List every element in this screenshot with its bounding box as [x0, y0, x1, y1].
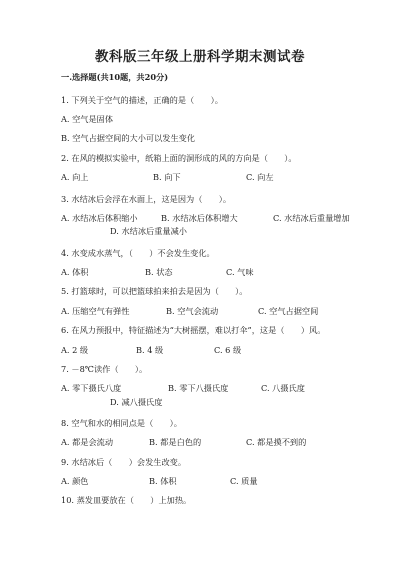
answer-option: B. 体积: [149, 476, 177, 486]
section-heading: 一.选择题(共10题，共20分): [61, 72, 169, 82]
answer-option: A. 压缩空气有弹性: [61, 306, 130, 316]
question-stem: 4. 水变成水蒸气，（ ）不会发生变化。: [61, 248, 215, 258]
question-stem: 10. 蒸发皿要放在（ ）上加热。: [61, 495, 192, 505]
answer-option: D. 水结冰后重量减小: [110, 226, 187, 236]
answer-option: A. 颜色: [61, 476, 89, 486]
question-stem: 3. 水结冰后会浮在水面上，这是因为（ ）。: [61, 194, 232, 204]
answer-option: C. 气味: [226, 267, 254, 277]
answer-option: A. 向上: [61, 172, 89, 182]
answer-option: B. 都是白色的: [149, 437, 202, 447]
answer-option: C. 6 级: [214, 345, 242, 355]
answer-option: C. 都是摸不到的: [246, 437, 307, 447]
answer-option: C. 水结冰后重量增加: [273, 213, 350, 223]
answer-option: B. 4 级: [136, 345, 164, 355]
question-stem: 5. 打篮球时，可以把篮球拍来拍去是因为（ ）。: [61, 286, 248, 296]
answer-option: B. 空气会流动: [166, 306, 219, 316]
answer-option: C. 质量: [230, 476, 258, 486]
answer-option: C. 空气占据空间: [258, 306, 319, 316]
question-stem: 2. 在风的模拟实验中，纸箱上面的洞形成的风的方向是（ ）。: [61, 153, 297, 163]
question-stem: 1. 下列关于空气的描述，正确的是（ ）。: [61, 95, 223, 105]
answer-option: A. 体积: [61, 267, 89, 277]
answer-option: A. 零下摄氏八度: [61, 383, 122, 393]
answer-option: B. 水结冰后体积增大: [161, 213, 238, 223]
question-stem: 7. －8℃读作（ ）。: [61, 364, 148, 374]
answer-option: A. 都是会流动: [61, 437, 114, 447]
answer-option: A. 空气是固体: [61, 114, 114, 124]
answer-option: B. 空气占据空间的大小可以发生变化: [61, 133, 196, 143]
answer-option: C. 向左: [246, 172, 274, 182]
answer-option: A. 水结冰后体积缩小: [61, 213, 138, 223]
answer-option: B. 状态: [145, 267, 173, 277]
answer-option: B. 零下八摄氏度: [168, 383, 229, 393]
answer-option: B. 向下: [153, 172, 181, 182]
question-stem: 8. 空气和水的相同点是（ ）。: [61, 418, 182, 428]
answer-option: A. 2 级: [61, 345, 89, 355]
question-stem: 9. 水结冰后（ ）会发生改变。: [61, 457, 187, 467]
answer-option: C. 八摄氏度: [261, 383, 305, 393]
page-title: 教科版三年级上册科学期末测试卷: [95, 49, 305, 65]
answer-option: D. 减八摄氏度: [110, 397, 163, 407]
question-stem: 6. 在风力预报中，特征描述为“大树摇摆，难以打伞”，这是（ ）风。: [61, 325, 326, 335]
